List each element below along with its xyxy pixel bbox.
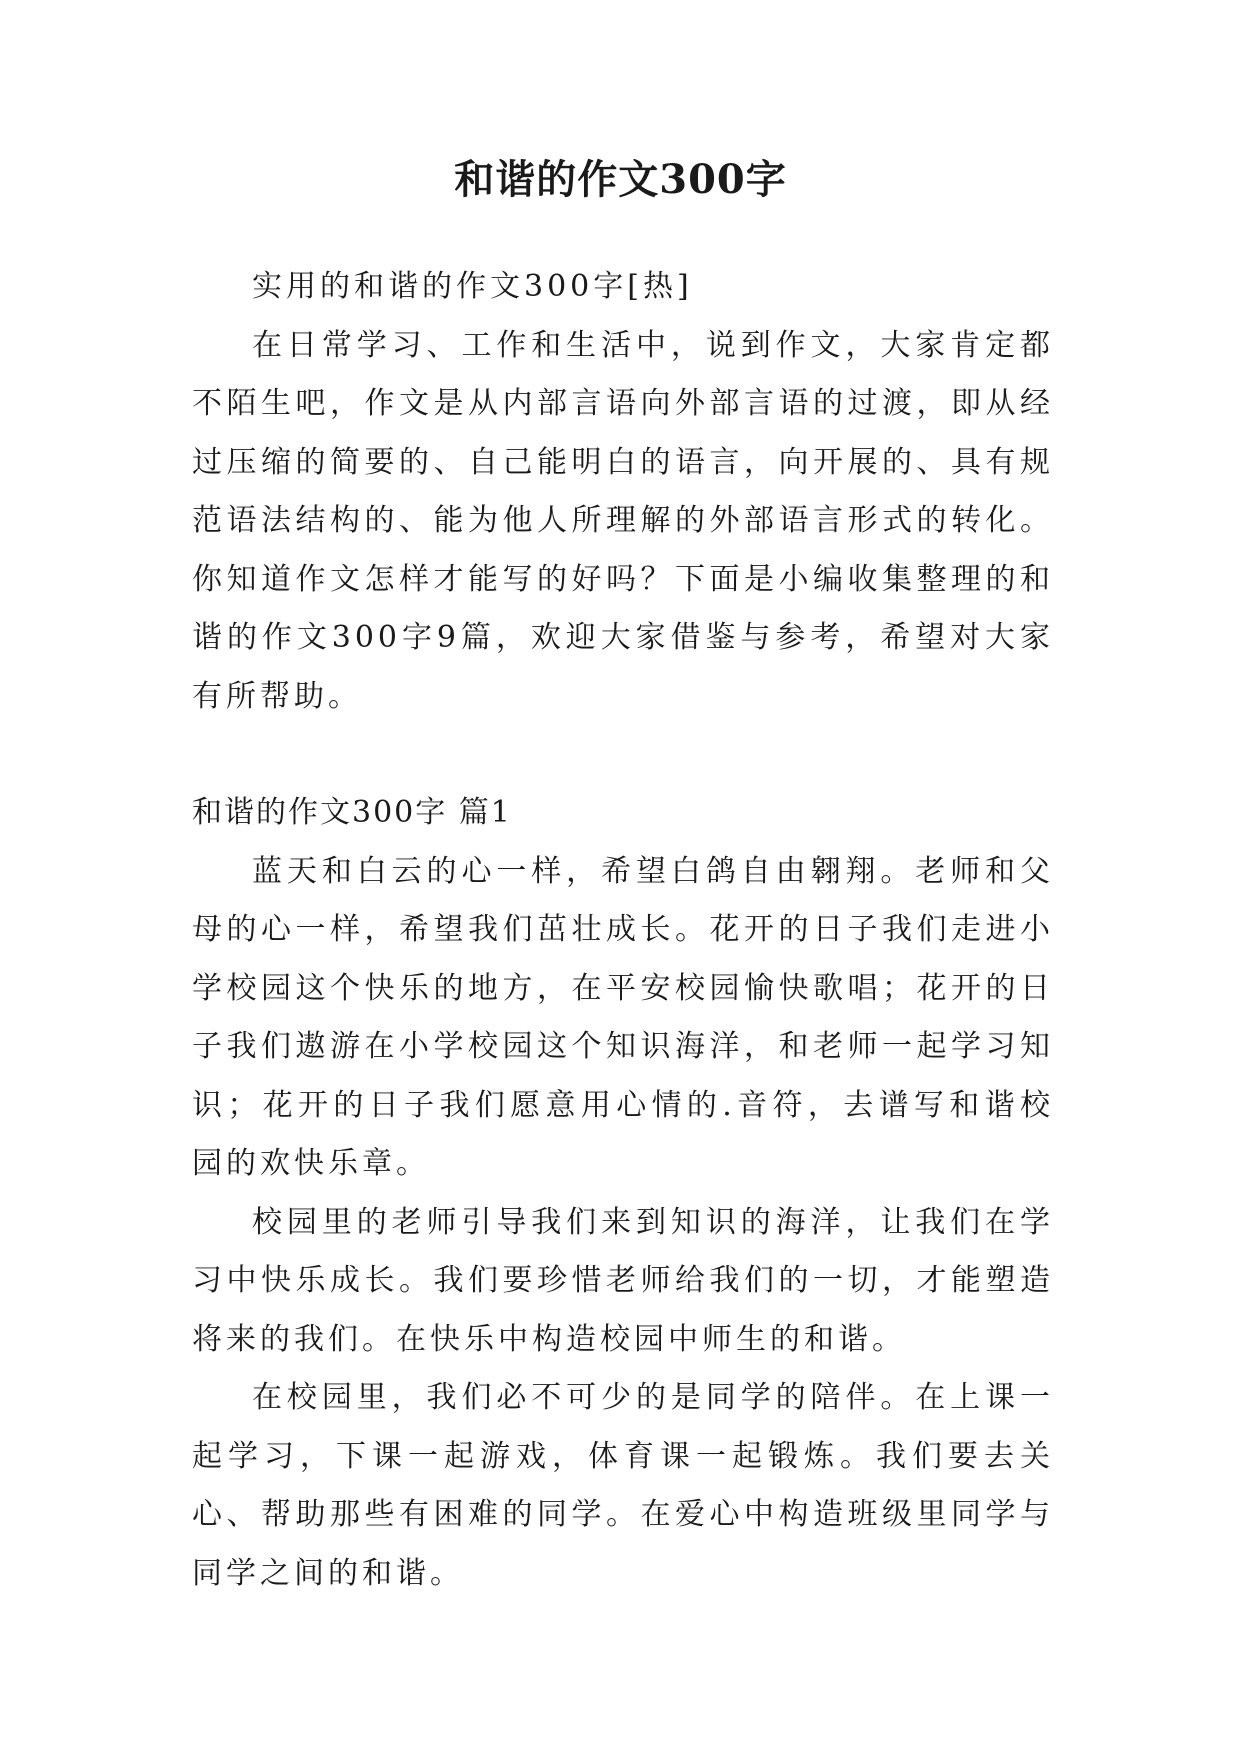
document-body [192,258,1054,1603]
intro-paragraph: 在日常学习、工作和生活中，说到作文，大家肯定都不陌生吧，作文是从内部言语向外部言语的过渡，即从经过压缩的简要的、自己能明白的语言，向开展的、具有规范语法结构的、能为他人所理解的外部语言形式的转化。你知道作文怎样才能写的好吗？下面是小编收集整理的和谐的作文300字9篇，欢迎大家借鉴与参考，希望对大家有所帮助。 [192,327,1054,714]
section-heading: 和谐的作文300字 篇1 [192,795,512,830]
body-paragraph-3: 在校园里，我们必不可少的是同学的陪伴。在上课一起学习，下课一起游戏，体育课一起锻炼。我们要去关心、帮助那些有困难的同学。在爱心中构造班级里同学与同学之间的和谐。 [192,1380,1054,1591]
body-paragraph-1: 蓝天和白云的心一样，希望白鸽自由翱翔。老师和父母的心一样，希望我们茁壮成长。花开的日子我们走进小学校园这个快乐的地方，在平安校园愉快歌唱；花开的日子我们遨游在小学校园这个知识海洋，和老师一起学习知识；花开的日子我们愿意用心情的.音符，去谱写和谐校园的欢快乐章。 [192,853,1054,1181]
document-title: 和谐的作文300字 [454,156,787,203]
body-paragraph-2: 校园里的老师引导我们来到知识的海洋，让我们在学习中快乐成长。我们要珍惜老师给我们的一切，才能塑造将来的我们。在快乐中构造校园中师生的和谐。 [192,1204,1054,1357]
intro-heading: 实用的和谐的作文300字[热] [252,269,693,304]
